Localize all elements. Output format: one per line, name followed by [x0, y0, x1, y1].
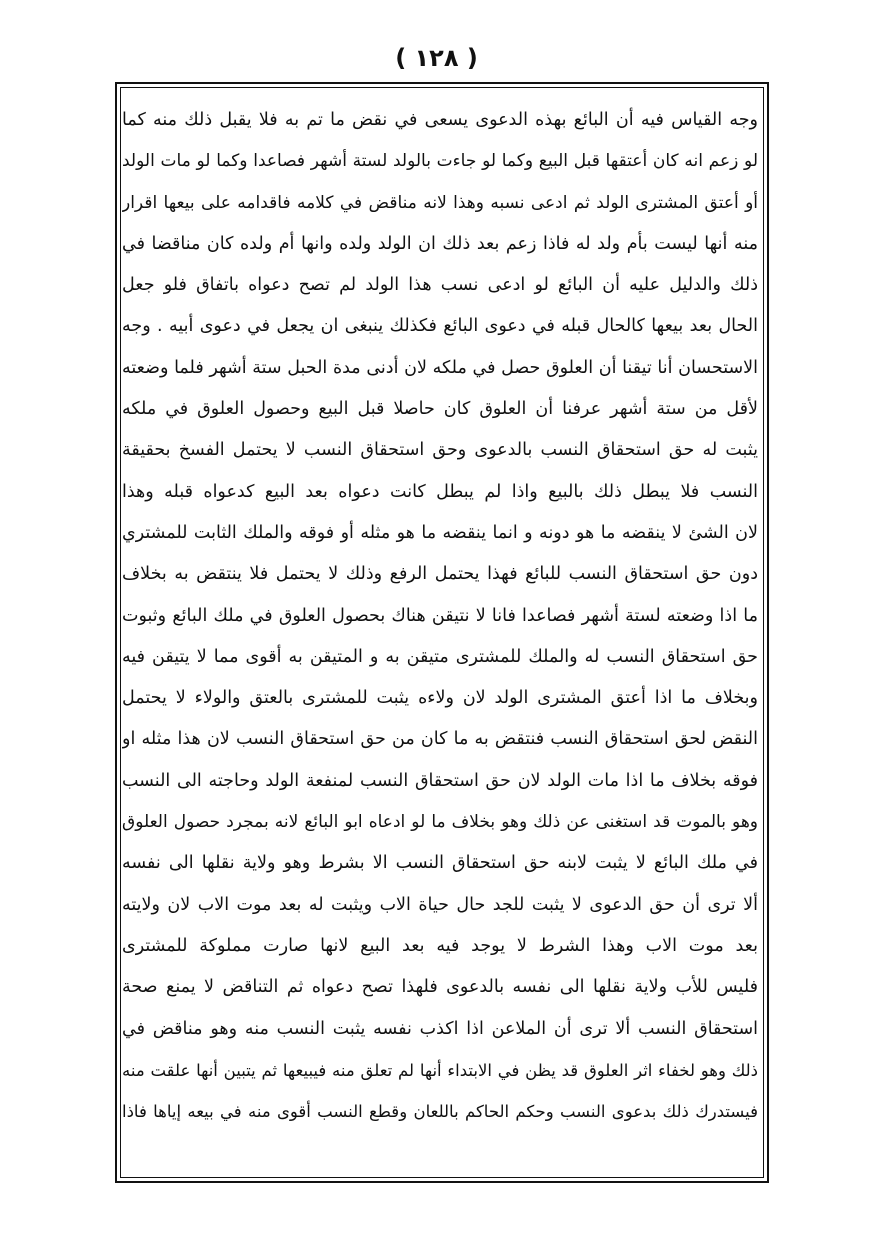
text-line: النسب فلا يبطل ذلك بالبيع واذا لم يبطل كانت دعواه بعد البيع كدعواه قبله وهذا	[122, 481, 758, 502]
text-line: ذلك والدليل عليه أن البائع لو ادعى نسب هذا الولد لم تصح دعواه باتفاق فلو جعل	[122, 275, 758, 296]
text-line: لان الشئ لا ينقضه ما هو دونه و انما ينقضه ما هو مثله أو فوقه والملك الثابت للمشتري	[122, 522, 758, 543]
text-line: لو زعم انه كان أعتقها قبل البيع وكما لو جاءت بالولد لستة أشهر فصاعدا وكما لو مات الولد	[122, 151, 758, 172]
text-line: فيستدرك ذلك بدعوى النسب وحكم الحاكم باللعان وقطع النسب أقوى منه في بيعه إياها فاذا	[122, 1102, 758, 1122]
text-line: بعد موت الاب وهذا الشرط لا يوجد فيه بعد البيع لانها صارت مملوكة للمشترى	[122, 935, 758, 956]
text-line: ذلك وهو لخفاء اثر العلوق قد يظن في الابتداء أنها لم تعلق منه فيبيعها ثم يتبين أنها علقت منه	[122, 1060, 758, 1080]
text-line: فليس للأب ولاية نقلها الى نفسه بالدعوى فلهذا تصح دعواه ثم التناقض لا يمنع صحة	[122, 977, 758, 998]
text-line: وجه القياس فيه أن البائع بهذه الدعوى يسعى في نقض ما تم به فلا يقبل ذلك منه كما	[122, 110, 758, 130]
text-line: فوقه بخلاف ما اذا مات الولد لان حق استحقاق النسب لمنفعة الولد وحاجته الى النسب	[122, 770, 758, 791]
text-line: دون حق استحقاق النسب للبائع فهذا يحتمل الرفع وذلك لا يحتمل فلا ينتقض به بخلاف	[122, 564, 758, 585]
page-number: ( ١٢٨ )	[395, 44, 478, 72]
text-line: لأقل من ستة أشهر عرفنا أن العلوق كان حاصلا قبل البيع وحصول العلوق في ملكه	[122, 399, 758, 420]
text-line: حق استحقاق النسب له والملك للمشترى متيقن به و المتيقن به أقوى مما لا يتيقن فيه	[122, 646, 758, 667]
text-line: وهو بالموت قد استغنى عن ذلك وهو بخلاف ما لو ادعاه ابو البائع لانه بمجرد حصول العلوق	[122, 812, 758, 833]
body-text	[122, 100, 758, 1175]
text-line: أو أعتق المشترى الولد ثم ادعى نسبه وهذا لانه مناقض في كلامه فاقدامه على بيعها اقرار	[122, 192, 758, 213]
text-line: في ملك البائع لا يثبت لابنه حق استحقاق النسب الا بشرط وهو ولاية نقلها الى نفسه	[122, 853, 758, 874]
text-line: منه أنها ليست بأم ولد له فاذا زعم بعد ذلك ان الولد ولده وانها أم ولده كان مناقضا في	[122, 233, 758, 254]
text-line: الاستحسان أنا تيقنا أن العلوق حصل في ملكه لان أدنى مدة الحبل ستة أشهر فلما وضعته	[122, 357, 758, 378]
text-line: ما اذا وضعته لستة أشهر فصاعدا فانا لا نتيقن هناك بحصول العلوق في ملك البائع وثبوت	[122, 605, 758, 626]
text-line: استحقاق النسب ألا ترى أن الملاعن اذا اكذب نفسه يثبت النسب منه وهو مناقض في	[122, 1018, 758, 1039]
text-line: وبخلاف ما اذا أعتق المشترى الولد لان ولاءه يثبت للمشترى بالعتق والولاء لا يحتمل	[122, 688, 758, 709]
text-line: ألا ترى أن حق الدعوى لا يثبت للجد حال حياة الاب ويثبت له بعد موت الاب لان ولايته	[122, 894, 758, 915]
text-line: النقض لحق استحقاق النسب فنتقض به ما كان من حق استحقاق النسب لان هذا مثله او	[122, 729, 758, 750]
text-line: يثبت له حق استحقاق النسب بالدعوى وحق استحقاق النسب لا يحتمل الفسخ بحقيقة	[122, 440, 758, 461]
text-line: الحال بعد بيعها كالحال قبله في دعوى البائع فكذلك ينبغى ان يجعل في دعوى أبيه . وجه	[122, 316, 758, 337]
